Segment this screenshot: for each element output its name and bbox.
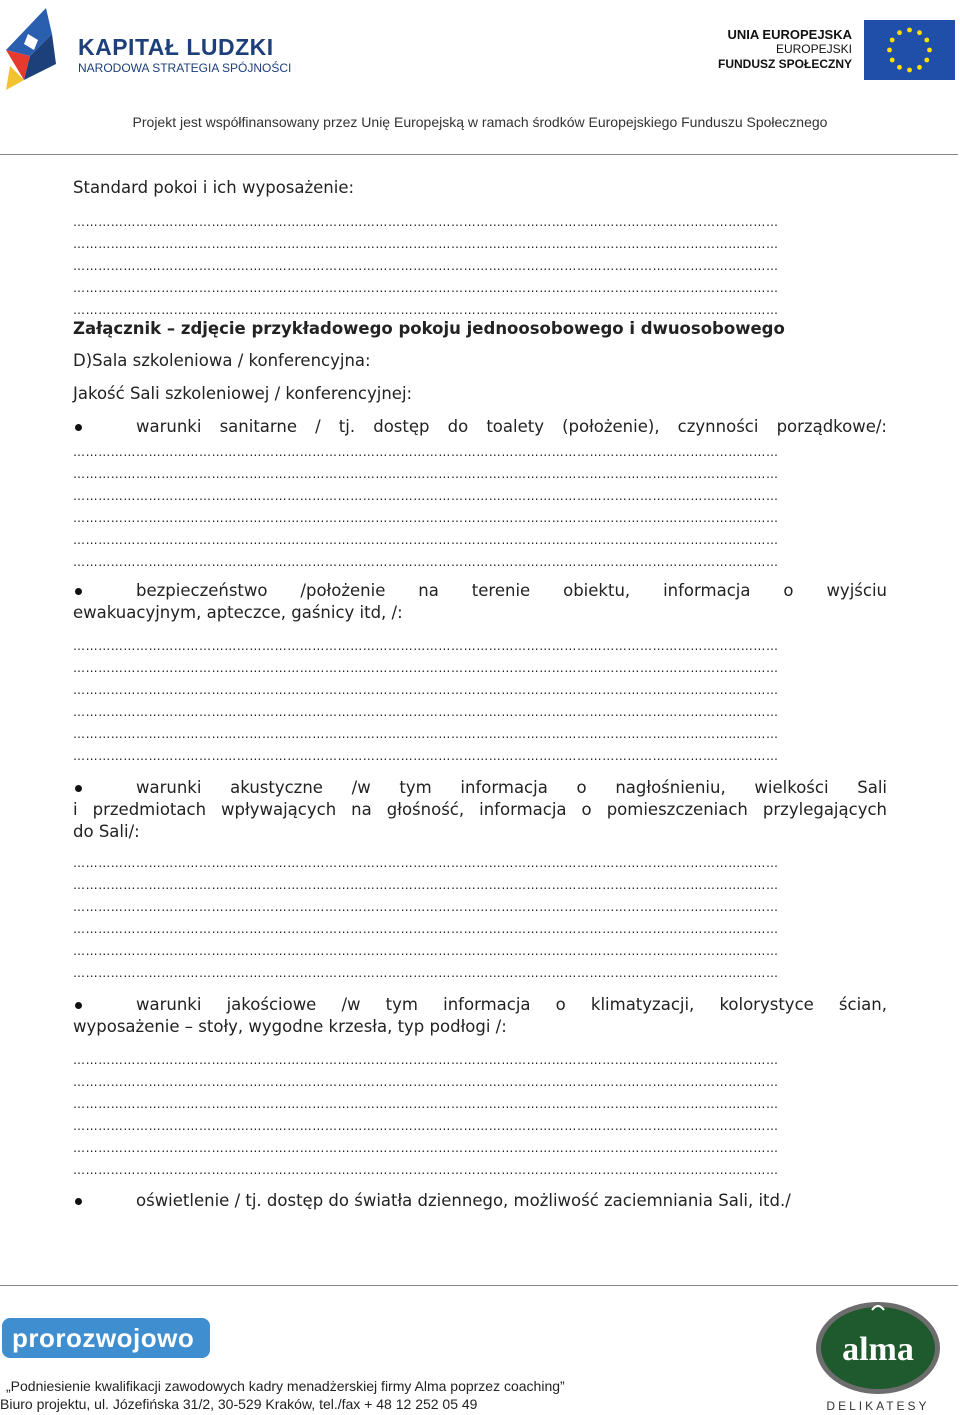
dotted-line: ……………………………………………………………………………………………………………………………………………………: [73, 467, 779, 481]
dotted-line: ……………………………………………………………………………………………………………………………………………………: [73, 922, 779, 936]
bullet-safety-cont: ewakuacyjnym, apteczce, gaśnicy itd, /:: [73, 603, 403, 622]
bullet-icon: [75, 1198, 82, 1205]
alma-brand-text: alma: [842, 1331, 914, 1368]
dotted-line: ……………………………………………………………………………………………………………………………………………………: [73, 1141, 779, 1155]
dotted-line: ……………………………………………………………………………………………………………………………………………………: [73, 1119, 779, 1133]
dotted-line: ……………………………………………………………………………………………………………………………………………………: [73, 856, 779, 870]
bullet-acoustic: warunki akustyczne /w tym informacja o nagłośnieniu, wielkości Sali: [136, 778, 887, 797]
eu-fund-line2: FUNDUSZ SPOŁECZNY: [717, 57, 852, 71]
footer-divider: [0, 1285, 958, 1286]
bullet-quality: warunki jakościowe /w tym informacja o klimatyzacji, kolorystyce ścian,: [136, 995, 887, 1014]
dotted-line: ……………………………………………………………………………………………………………………………………………………: [73, 944, 779, 958]
dotted-line: ……………………………………………………………………………………………………………………………………………………: [73, 303, 779, 317]
dotted-line: ……………………………………………………………………………………………………………………………………………………: [73, 727, 779, 741]
dotted-line: ……………………………………………………………………………………………………………………………………………………: [73, 900, 779, 914]
dotted-line: ……………………………………………………………………………………………………………………………………………………: [73, 511, 779, 525]
kapital-ludzki-logo: [4, 4, 64, 92]
dotted-line: ……………………………………………………………………………………………………………………………………………………: [73, 555, 779, 569]
dotted-line: ……………………………………………………………………………………………………………………………………………………: [73, 237, 779, 251]
page-header: [0, 0, 960, 156]
dotted-line: ……………………………………………………………………………………………………………………………………………………: [73, 683, 779, 697]
eu-fund-line1: EUROPEJSKI: [775, 42, 852, 56]
kapital-ludzki-subtitle: NARODOWA STRATEGIA SPÓJNOŚCI: [78, 61, 292, 75]
bullet-icon: [75, 1002, 82, 1009]
rooms-heading: Standard pokoi i ich wyposażenie:: [73, 178, 355, 197]
project-title-footer: „Podniesienie kwalifikacji zawodowych kadry menadżerskiej firmy Alma poprzez coaching”: [6, 1378, 565, 1394]
bullet-quality-cont: wyposażenie – stoły, wygodne krzesła, typ podłogi /:: [73, 1017, 507, 1036]
bullet-lighting: oświetlenie / tj. dostęp do światła dziennego, możliwość zaciemniania Sali, itd./: [136, 1191, 791, 1210]
dotted-line: ……………………………………………………………………………………………………………………………………………………: [73, 1163, 779, 1177]
dotted-line: ……………………………………………………………………………………………………………………………………………………: [73, 215, 779, 229]
alma-delikatesy-logo: [812, 1300, 944, 1414]
bullet-icon: [75, 588, 82, 595]
dotted-line: ……………………………………………………………………………………………………………………………………………………: [73, 1097, 779, 1111]
dotted-line: ……………………………………………………………………………………………………………………………………………………: [73, 445, 779, 459]
dotted-line: ……………………………………………………………………………………………………………………………………………………: [73, 705, 779, 719]
eu-text-block: [652, 27, 852, 72]
prorozwojowo-logo: prorozwojowo: [2, 1318, 210, 1358]
dotted-line: ……………………………………………………………………………………………………………………………………………………: [73, 661, 779, 675]
bullet-acoustic-cont: i przedmiotach wpływających na głośność, informacja o pomieszczeniach przylegających: [73, 800, 887, 819]
dotted-line: ……………………………………………………………………………………………………………………………………………………: [73, 1075, 779, 1089]
kapital-ludzki-title: KAPITAŁ LUDZKI: [78, 34, 274, 60]
dotted-line: ……………………………………………………………………………………………………………………………………………………: [73, 281, 779, 295]
eu-name: UNIA EUROPEJSKA: [727, 27, 852, 42]
section-d-heading: D)Sala szkoleniowa / konferencyjna:: [73, 351, 371, 370]
alma-sub-text: DELIKATESY: [826, 1399, 930, 1413]
dotted-line: ……………………………………………………………………………………………………………………………………………………: [73, 639, 779, 653]
project-office-footer: Biuro projektu, ul. Józefińska 31/2, 30-529 Kraków, tel./fax + 48 12 252 05 49: [0, 1396, 478, 1412]
dotted-line: ……………………………………………………………………………………………………………………………………………………: [73, 749, 779, 763]
dotted-line: ……………………………………………………………………………………………………………………………………………………: [73, 259, 779, 273]
dotted-line: ……………………………………………………………………………………………………………………………………………………: [73, 533, 779, 547]
header-divider: [0, 154, 958, 155]
bullet-safety: bezpieczeństwo /położenie na terenie obiektu, informacja o wyjściu: [136, 581, 887, 600]
attachment-note: Załącznik – zdjęcie przykładowego pokoju jednoosobowego i dwuosobowego: [73, 319, 785, 338]
bullet-icon: [75, 785, 82, 792]
dotted-line: ……………………………………………………………………………………………………………………………………………………: [73, 878, 779, 892]
dotted-line: ……………………………………………………………………………………………………………………………………………………: [73, 1053, 779, 1067]
bullet-icon: [75, 424, 82, 431]
eu-flag-icon: [864, 20, 955, 80]
bullet-sanitary: warunki sanitarne / tj. dostęp do toalety (położenie), czynności porządkowe/:: [136, 417, 887, 436]
dotted-line: ……………………………………………………………………………………………………………………………………………………: [73, 489, 779, 503]
cofinancing-note: Projekt jest współfinansowany przez Unię Europejską w ramach środków Europejskiego Funduszu Społecznego: [132, 114, 828, 130]
dotted-line: ……………………………………………………………………………………………………………………………………………………: [73, 966, 779, 980]
bullet-acoustic-cont2: do Sali/:: [73, 822, 140, 841]
quality-heading: Jakość Sali szkoleniowej / konferencyjnej:: [73, 384, 413, 403]
